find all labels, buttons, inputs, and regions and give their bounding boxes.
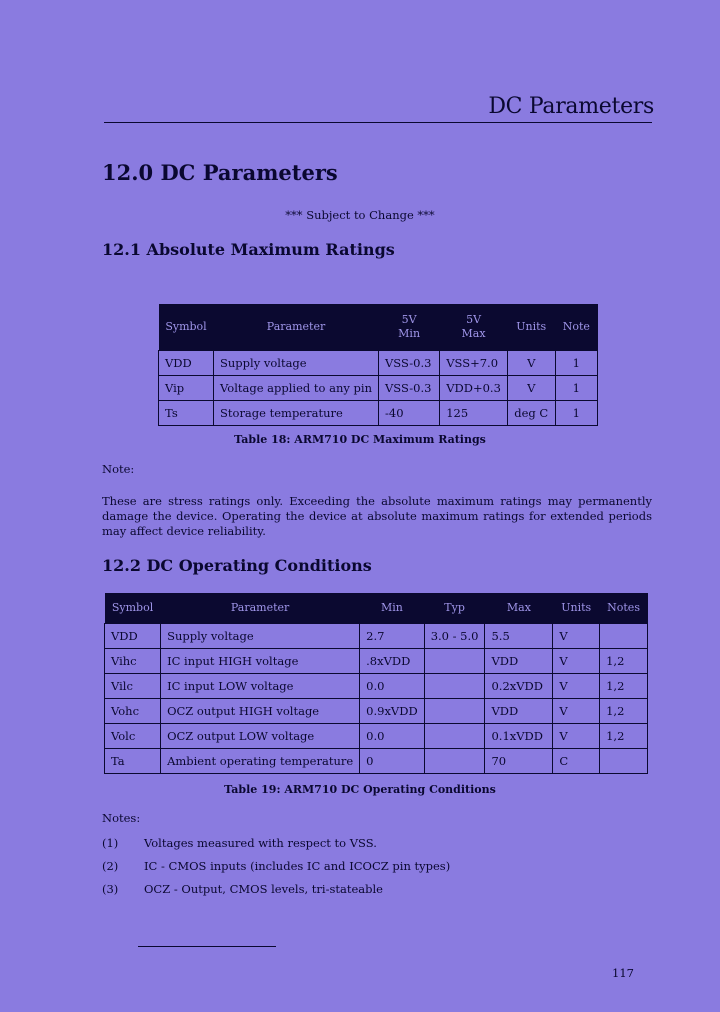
cell-notes: 1,2	[600, 723, 648, 748]
cell-note: 1	[555, 375, 597, 400]
table-row	[105, 748, 648, 773]
cell-units: V	[507, 375, 555, 400]
cell-notes	[600, 623, 648, 648]
col-units: Units	[507, 304, 555, 350]
cell-min: 0	[360, 748, 425, 773]
cell-parameter: Supply voltage	[214, 350, 379, 375]
footer-rule	[138, 946, 276, 947]
col-max: 5V Max	[440, 304, 508, 350]
cell-units: C	[553, 748, 600, 773]
cell-max: VSS+7.0	[440, 350, 508, 375]
note-number: (3)	[102, 882, 119, 896]
col-parameter: Parameter	[161, 593, 360, 623]
table-row	[159, 350, 598, 375]
cell-max: 0.1xVDD	[485, 723, 553, 748]
table-18-caption: Table 18: ARM710 DC Maximum Ratings	[234, 433, 486, 446]
cell-parameter: IC input LOW voltage	[161, 673, 360, 698]
col-symbol: Symbol	[105, 593, 161, 623]
cell-symbol: Ts	[159, 400, 214, 425]
col-typ: Typ	[424, 593, 485, 623]
cell-parameter: OCZ output HIGH voltage	[161, 698, 360, 723]
abs-max-note-text: These are stress ratings only. Exceeding the absolute maximum ratings may permanently damage the device. Operating the device at absolute maximum ratings for extended periods may affect device reliability.	[102, 494, 652, 538]
col-notes: Notes	[600, 593, 648, 623]
cell-notes: 1,2	[600, 648, 648, 673]
cell-typ	[424, 698, 485, 723]
table-row	[105, 673, 648, 698]
cell-units: V	[553, 673, 600, 698]
section-title: 12.0 DC Parameters	[102, 160, 338, 185]
cell-units: V	[553, 698, 600, 723]
abs-max-heading: 12.1 Absolute Maximum Ratings	[102, 240, 395, 259]
op-cond-header-row	[105, 593, 648, 623]
table-19-caption: Table 19: ARM710 DC Operating Conditions	[224, 783, 496, 796]
note-number: (2)	[102, 859, 119, 873]
col-min: 5V Min	[379, 304, 440, 350]
cell-units: V	[553, 723, 600, 748]
abs-max-header-row	[159, 304, 598, 350]
table-row	[105, 623, 648, 648]
cell-typ	[424, 748, 485, 773]
col-parameter: Parameter	[214, 304, 379, 350]
note-number: (1)	[102, 836, 119, 850]
cell-max: 125	[440, 400, 508, 425]
col-symbol: Symbol	[159, 304, 214, 350]
cell-max: VDD	[485, 648, 553, 673]
page-number: 117	[612, 966, 634, 980]
cell-min: 2.7	[360, 623, 425, 648]
cell-typ	[424, 723, 485, 748]
cell-note: 1	[555, 400, 597, 425]
cell-symbol: Ta	[105, 748, 161, 773]
cell-parameter: IC input HIGH voltage	[161, 648, 360, 673]
note-text: IC - CMOS inputs (includes IC and ICOCZ pin types)	[144, 859, 451, 873]
table-row	[105, 698, 648, 723]
cell-parameter: Ambient operating temperature	[161, 748, 360, 773]
cell-max: 5.5	[485, 623, 553, 648]
op-cond-notes-label: Notes:	[102, 811, 141, 825]
note-text: OCZ - Output, CMOS levels, tri-stateable	[144, 882, 383, 896]
col-units: Units	[553, 593, 600, 623]
abs-max-note-label: Note:	[102, 462, 135, 476]
table-row	[105, 648, 648, 673]
cell-max: VDD+0.3	[440, 375, 508, 400]
table-row	[159, 400, 598, 425]
running-header-title: DC Parameters	[488, 94, 654, 119]
cell-typ	[424, 648, 485, 673]
cell-min: 0.9xVDD	[360, 698, 425, 723]
op-cond-table	[104, 593, 648, 774]
cell-units: V	[553, 623, 600, 648]
cell-symbol: Vohc	[105, 698, 161, 723]
op-cond-heading: 12.2 DC Operating Conditions	[102, 556, 372, 575]
cell-parameter: Storage temperature	[214, 400, 379, 425]
cell-symbol: Vilc	[105, 673, 161, 698]
cell-symbol: Volc	[105, 723, 161, 748]
cell-symbol: VDD	[105, 623, 161, 648]
abs-max-table	[158, 304, 598, 426]
subject-to-change-note: *** Subject to Change ***	[285, 208, 435, 222]
header-rule	[104, 122, 652, 123]
cell-parameter: OCZ output LOW voltage	[161, 723, 360, 748]
cell-parameter: Supply voltage	[161, 623, 360, 648]
cell-typ	[424, 673, 485, 698]
cell-min: VSS-0.3	[379, 350, 440, 375]
cell-symbol: VDD	[159, 350, 214, 375]
cell-notes: 1,2	[600, 673, 648, 698]
cell-min: .8xVDD	[360, 648, 425, 673]
table-row	[105, 723, 648, 748]
table-row	[159, 375, 598, 400]
cell-max: 70	[485, 748, 553, 773]
cell-units: deg C	[507, 400, 555, 425]
cell-parameter: Voltage applied to any pin	[214, 375, 379, 400]
note-text: Voltages measured with respect to VSS.	[144, 836, 377, 850]
col-note: Note	[555, 304, 597, 350]
cell-max: VDD	[485, 698, 553, 723]
col-min: Min	[360, 593, 425, 623]
cell-symbol: Vip	[159, 375, 214, 400]
cell-symbol: Vihc	[105, 648, 161, 673]
cell-typ: 3.0 - 5.0	[424, 623, 485, 648]
cell-min: 0.0	[360, 673, 425, 698]
cell-notes: 1,2	[600, 698, 648, 723]
cell-units: V	[553, 648, 600, 673]
col-max: Max	[485, 593, 553, 623]
cell-min: -40	[379, 400, 440, 425]
cell-note: 1	[555, 350, 597, 375]
cell-notes	[600, 748, 648, 773]
cell-units: V	[507, 350, 555, 375]
cell-max: 0.2xVDD	[485, 673, 553, 698]
cell-min: 0.0	[360, 723, 425, 748]
cell-min: VSS-0.3	[379, 375, 440, 400]
